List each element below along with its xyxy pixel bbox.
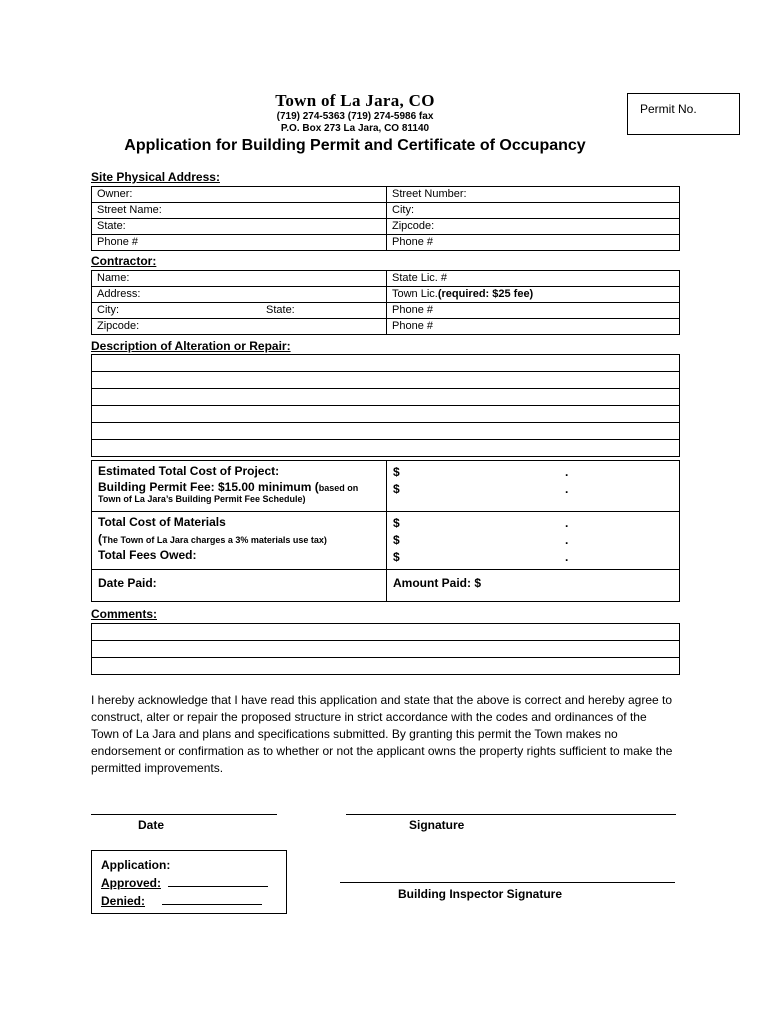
date-line[interactable]	[91, 814, 277, 815]
town-lic-label: Town Lic.	[392, 288, 438, 300]
acknowledgement-text: I hereby acknowledge that I have read this application and state that the above is correct and hereby agree to construct, alter or repair the proposed structure in strict accordance with the codes and ordinances of the Town of La Jara and plans and specifications submitted. By granting this permit the Town makes no endorsement or confirmation as to whether or not the applicant owns the property rights sufficient to make the permitted improvements.	[91, 693, 673, 775]
contractor-zipcode-label: Zipcode:	[97, 320, 140, 332]
description-heading: Description of Alteration or Repair:	[91, 339, 291, 353]
signature-label: Signature	[409, 818, 465, 832]
comments-lines	[91, 623, 680, 675]
estimated-cost-dollar: $	[393, 465, 400, 479]
materials-tax-dot: .	[565, 533, 569, 547]
comment-line[interactable]	[92, 658, 680, 675]
materials-values[interactable]	[387, 512, 680, 570]
town-address: P.O. Box 273 La Jara, CO 81140	[280, 123, 430, 134]
contractor-state-label: State:	[266, 304, 295, 316]
site-zipcode-field[interactable]	[387, 219, 680, 235]
contractor-heading: Contractor:	[91, 254, 157, 268]
site-phone-field[interactable]	[92, 235, 387, 251]
date-label: Date	[138, 818, 165, 832]
date-paid-field[interactable]	[92, 570, 387, 602]
estimated-cost-dot: .	[565, 465, 569, 479]
signature-line[interactable]	[346, 814, 676, 815]
description-line[interactable]	[92, 440, 680, 457]
description-line[interactable]	[92, 372, 680, 389]
town-phones: (719) 274-5363 (719) 274-5986 fax	[276, 111, 434, 122]
inspector-signature-line[interactable]	[340, 882, 675, 883]
application-status-box	[91, 850, 287, 914]
contractor-zipcode-field[interactable]	[92, 319, 387, 335]
permit-number-label: Permit No.	[640, 102, 697, 116]
town-lic-field[interactable]	[387, 287, 680, 303]
site-phone-label: Phone #	[97, 236, 138, 248]
comments-heading: Comments:	[91, 607, 158, 621]
site-city-field[interactable]	[387, 203, 680, 219]
site-zipcode-label: Zipcode:	[392, 220, 435, 232]
fees-owed-dollar: $	[393, 550, 400, 564]
street-name-field[interactable]	[92, 203, 387, 219]
application-label: Application:	[101, 858, 171, 872]
page-title: Application for Building Permit and Certificate of Occupancy	[124, 137, 586, 154]
contractor-phone2-field[interactable]	[387, 319, 680, 335]
site-address-table	[91, 186, 680, 251]
permit-fee-dollar: $	[393, 482, 400, 496]
contractor-table	[91, 270, 680, 335]
denied-line[interactable]	[162, 892, 262, 905]
denied-label: Denied:	[101, 894, 146, 908]
fees-owed-dot: .	[565, 550, 569, 564]
permit-number-box[interactable]	[627, 93, 740, 135]
materials-dot: .	[565, 516, 569, 530]
approved-label: Approved:	[101, 876, 161, 890]
approved-line[interactable]	[168, 874, 268, 887]
description-line[interactable]	[92, 406, 680, 423]
street-number-field[interactable]	[387, 187, 680, 203]
town-lic-requirement: (required: $25 fee)	[437, 288, 534, 300]
site-phone2-label: Phone #	[392, 236, 433, 248]
materials-note-paren: (	[98, 532, 102, 546]
site-address-heading: Site Physical Address:	[91, 170, 220, 184]
description-line[interactable]	[92, 423, 680, 440]
materials-label: Total Cost of Materials	[98, 515, 226, 529]
street-number-label: Street Number:	[392, 188, 467, 200]
estimated-cost-values[interactable]	[387, 461, 680, 512]
description-lines	[91, 354, 680, 457]
comment-line[interactable]	[92, 641, 680, 658]
date-paid-label: Date Paid:	[98, 576, 157, 590]
description-line[interactable]	[92, 355, 680, 372]
contractor-city-field[interactable]	[92, 303, 387, 319]
contractor-phone2-label: Phone #	[392, 320, 433, 332]
contractor-address-field[interactable]	[92, 287, 387, 303]
description-line[interactable]	[92, 389, 680, 406]
materials-dollar: $	[393, 516, 400, 530]
contractor-city-label: City:	[97, 304, 119, 316]
site-state-field[interactable]	[92, 219, 387, 235]
site-phone2-field[interactable]	[387, 235, 680, 251]
permit-fee-dot: .	[565, 482, 569, 496]
contractor-phone-field[interactable]	[387, 303, 680, 319]
permit-fee-note: based on	[318, 483, 359, 493]
comment-line[interactable]	[92, 624, 680, 641]
permit-fee-label: Building Permit Fee: $15.00 minimum (	[98, 480, 319, 494]
street-name-label: Street Name:	[97, 204, 162, 216]
site-city-label: City:	[392, 204, 414, 216]
contractor-name-field[interactable]	[92, 271, 387, 287]
state-lic-field[interactable]	[387, 271, 680, 287]
town-name: Town of La Jara, CO	[275, 91, 435, 110]
estimated-cost-label: Estimated Total Cost of Project:	[98, 464, 280, 478]
owner-label: Owner:	[97, 188, 133, 200]
state-lic-label: State Lic. #	[392, 272, 448, 284]
estimated-cost-label-cell	[92, 461, 387, 512]
fees-owed-label: Total Fees Owed:	[98, 548, 197, 562]
cost-table	[91, 460, 680, 602]
amount-paid-field[interactable]	[387, 570, 680, 602]
contractor-address-label: Address:	[97, 288, 141, 300]
site-state-label: State:	[97, 220, 126, 232]
permit-fee-schedule-note: Town of La Jara’s Building Permit Fee Schedule)	[98, 494, 306, 504]
contractor-phone-label: Phone #	[392, 304, 433, 316]
materials-tax-dollar: $	[393, 533, 400, 547]
contractor-name-label: Name:	[97, 272, 130, 284]
materials-label-cell	[92, 512, 387, 570]
inspector-signature-label: Building Inspector Signature	[398, 887, 563, 901]
amount-paid-label: Amount Paid: $	[393, 576, 482, 590]
owner-field[interactable]	[92, 187, 387, 203]
materials-tax-note: The Town of La Jara charges a 3% materials use tax)	[102, 535, 327, 545]
